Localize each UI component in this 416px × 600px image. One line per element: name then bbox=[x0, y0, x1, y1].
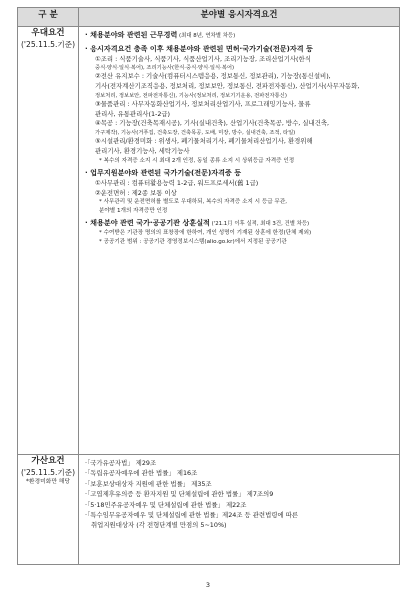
bonus-content bbox=[79, 455, 399, 534]
preferential-content bbox=[79, 27, 399, 249]
requirement-line bbox=[85, 72, 395, 82]
preferential-label-cell bbox=[18, 27, 79, 455]
requirement-line bbox=[85, 218, 395, 229]
requirement-line-note: ('21.1月 이후 실적, 최대 3건, 건별 차등) bbox=[209, 221, 310, 228]
preferential-date: ('25.11.5.기준) bbox=[20, 40, 76, 50]
preferential-row bbox=[18, 27, 400, 455]
law-item: ·「특수임무유공자예우 및 단체설립에 관한 법률」제24조 등 관련법령에 따른 bbox=[85, 510, 298, 519]
requirement-line bbox=[85, 198, 395, 207]
requirement-line bbox=[85, 179, 395, 189]
requirement-line-text: ②운전면허 : 제2종 보통 이상 bbox=[95, 188, 177, 197]
requirement-line-text: 정보처리, 정보보안, 전파전자통신), 기능사(정보처리, 정보기기운용, 전파전자통신) bbox=[95, 92, 287, 99]
requirement-line bbox=[85, 119, 395, 129]
requirement-line-text: ⑤시설관리/환경미화 : 위생사, 폐기물처리기사, 폐기물처리산업기사, 환경위해 bbox=[95, 137, 313, 146]
requirement-line-text: * 공공기관 범위 : 공공기관 경영정보시스템(alio.go.kr)에서 지정된 공공기관 bbox=[99, 238, 287, 245]
preferential-label: 우대요건 bbox=[31, 28, 65, 38]
requirement-line-text: ④목공 : 기능장(건축목재시공), 기사(실내건축), 산업기사(건축목공, 방수, 실내건축, bbox=[95, 119, 330, 128]
requirement-line bbox=[85, 147, 395, 157]
requirement-line bbox=[85, 82, 395, 92]
header-category: 구 분 bbox=[18, 8, 79, 27]
requirement-line-text: ①사무관리 : 컴퓨터활용능력 1-2급, 워드프로세서(舊 1급) bbox=[95, 178, 259, 187]
bonus-label: 가산요건 bbox=[31, 456, 65, 466]
law-item: 취업지원대상자 (각 전형단계별 만점의 5~10%) bbox=[91, 521, 227, 530]
table-header-row bbox=[18, 8, 400, 27]
law-item: ·「독립유공자예우에 관한 법률」 제16조 bbox=[85, 469, 198, 478]
bonus-label-cell bbox=[18, 455, 79, 565]
requirement-line-text: ②전산 유지보수 : 기술사(컴퓨터시스템응용, 정보통신, 정보관리), 기능장(통신설비), bbox=[95, 72, 331, 81]
requirement-line-text: 가구제작), 기능사(거푸집, 건축도장, 건축목공, 도배, 미장, 방수, 실내건축, 조적, 타일) bbox=[95, 130, 296, 137]
requirement-line-text: ①조리 : 식품기술사, 식품기사, 식품산업기사, 조리기능장, 조리산업기사(한식 bbox=[95, 54, 311, 63]
requirement-line bbox=[85, 189, 395, 199]
requirement-line-text: 관리사, 유통관리사(1-2급) bbox=[95, 109, 171, 118]
bonus-date: ('25.11.5.기준) bbox=[20, 468, 76, 478]
bonus-note: *환경미화만 해당 bbox=[26, 479, 70, 486]
law-item: ·「고엽제후유의증 등 환자지원 및 단체설립에 관한 법률」 제7조의9 bbox=[85, 490, 274, 499]
requirement-line-text: · 응시자격요건 충족 이후 채용분야와 관련된 면허·국가기술(전문)자격 등 bbox=[85, 43, 313, 53]
requirement-line bbox=[85, 44, 395, 55]
requirement-line-text: 관리기사, 환경기능사, 세탁기능사 bbox=[95, 146, 190, 155]
bonus-content-cell bbox=[79, 455, 400, 565]
requirement-line bbox=[85, 110, 395, 120]
requirement-line bbox=[85, 229, 395, 238]
requirement-line bbox=[85, 157, 395, 166]
requirement-line-text: * 복수의 자격증 소지 시 최대 2개 인정, 동일 종류 소지 시 상위등급 자격증 인정 bbox=[99, 157, 295, 164]
requirement-line bbox=[85, 137, 395, 147]
preferential-content-cell bbox=[79, 27, 400, 455]
requirement-line bbox=[85, 207, 395, 216]
requirement-line bbox=[85, 238, 395, 247]
law-item: ·「5·18민주유공자예우 및 단체설립에 관한 법률」 제22조 bbox=[85, 500, 247, 509]
page-number: 3 bbox=[205, 581, 211, 589]
law-item: ·「보훈보상대상자 지원에 관한 법률」 제35조 bbox=[85, 479, 212, 488]
requirement-line-text: ③물품관리 : 사무자동화산업기사, 정보처리산업기사, 프로그래밍기능사, 물류 bbox=[95, 99, 311, 108]
requirement-line-note: (최대 8년, 연차별 차등) bbox=[177, 33, 236, 39]
law-item: ·「국가유공자법」 제29조 bbox=[85, 459, 157, 467]
header-requirements: 분야별 응시자격요건 bbox=[79, 8, 400, 27]
requirements-table bbox=[17, 7, 400, 565]
requirement-line bbox=[85, 92, 395, 100]
requirement-line-text: 기사(전자계산기조직응용, 정보처리, 정보보안, 정보통신, 전파전자통신), 산업기사(사무자동화, bbox=[95, 82, 360, 91]
requirement-line-text: * 수여받은 기관장 명의의 표창장에 한하여, 개인 성명이 기재된 상훈에 한정(단체 제외) bbox=[99, 230, 312, 237]
bonus-row bbox=[18, 455, 400, 565]
requirement-line bbox=[85, 30, 395, 41]
requirement-line bbox=[85, 168, 395, 179]
requirement-line-text: * 사무관리 및 운전면허를 별도로 우대하되, 복수의 자격증 소지 시 등급 무관, bbox=[99, 199, 288, 206]
requirement-line-text: 분야별 1개의 자격증만 인정 bbox=[99, 207, 168, 214]
requirement-line-text: · 업무지원분야와 관련된 국가기술(전문)자격증 등 bbox=[85, 168, 242, 178]
requirement-line-text: 중식·양식·일식·복어), 조리기능사(한식·중식·양식·일식·복어) bbox=[95, 65, 235, 72]
requirement-line bbox=[85, 55, 395, 65]
requirement-line-text: · 채용분야 관련 국가·공공기관 상훈실적 bbox=[85, 218, 210, 228]
requirement-line bbox=[85, 129, 395, 137]
requirement-line-text: · 채용분야와 관련된 근무경력 bbox=[85, 30, 178, 39]
requirement-line bbox=[85, 100, 395, 110]
